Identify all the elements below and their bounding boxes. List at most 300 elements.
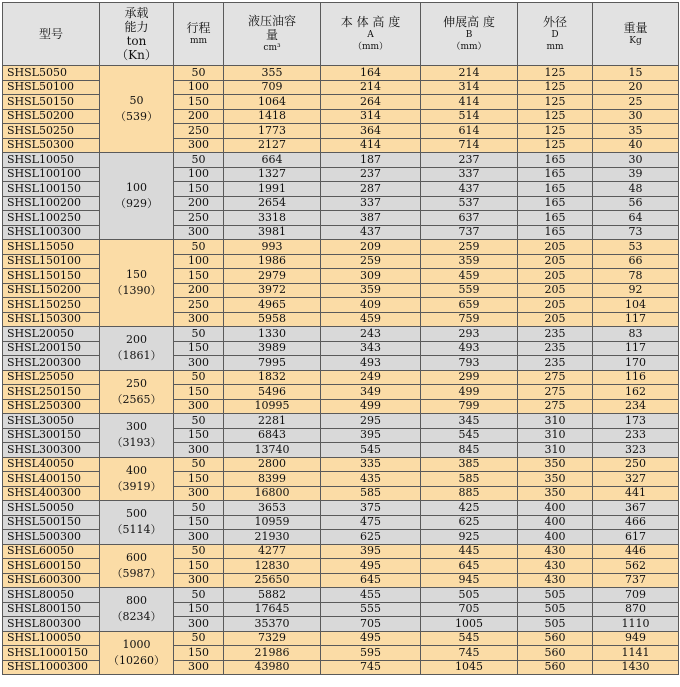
stroke-cell: 150 [174,515,224,530]
extended-height-cell: 705 [421,602,518,617]
diameter-cell: 125 [518,124,593,139]
extended-height-cell: 345 [421,414,518,429]
diameter-cell: 505 [518,602,593,617]
extended-height-cell: 385 [421,457,518,472]
extended-height-cell: 585 [421,472,518,487]
model-cell: SHSL600150 [3,559,100,574]
extended-height-cell: 414 [421,95,518,110]
body-height-cell: 264 [321,95,421,110]
diameter-cell: 205 [518,240,593,255]
body-height-cell: 214 [321,80,421,95]
body-height-cell: 595 [321,646,421,661]
weight-cell: 1430 [593,660,679,675]
weight-cell: 66 [593,254,679,269]
model-cell: SHSL600300 [3,573,100,588]
body-height-cell: 314 [321,109,421,124]
oil-capacity-cell: 1327 [224,167,321,182]
stroke-cell: 300 [174,660,224,675]
model-cell: SHSL500150 [3,515,100,530]
capacity-ton: 800 [126,594,147,608]
weight-cell: 92 [593,283,679,298]
stroke-cell: 150 [174,182,224,197]
oil-capacity-cell: 1330 [224,327,321,342]
oil-capacity-cell: 35370 [224,617,321,632]
specs-table [2,2,679,675]
extended-height-cell: 259 [421,240,518,255]
diameter-cell: 350 [518,486,593,501]
body-height-cell: 164 [321,66,421,81]
oil-capacity-cell: 1773 [224,124,321,139]
extended-height-cell: 459 [421,269,518,284]
stroke-cell: 300 [174,617,224,632]
capacity-cell [100,66,174,153]
weight-cell: 20 [593,80,679,95]
body-height-cell: 349 [321,385,421,400]
stroke-cell: 50 [174,501,224,516]
body-height-cell: 243 [321,327,421,342]
diameter-cell: 275 [518,385,593,400]
capacity-cell [100,327,174,371]
model-cell: SHSL100200 [3,196,100,211]
model-cell: SHSL150250 [3,298,100,313]
body-height-cell: 187 [321,153,421,168]
table-row [3,66,679,81]
diameter-cell: 235 [518,356,593,371]
header-extended-height: 伸展高 度 B （mm） [421,3,518,66]
oil-capacity-cell: 3981 [224,225,321,240]
stroke-cell: 150 [174,602,224,617]
stroke-cell: 150 [174,385,224,400]
oil-capacity-cell: 13740 [224,443,321,458]
body-height-cell: 585 [321,486,421,501]
oil-capacity-cell: 10959 [224,515,321,530]
extended-height-cell: 799 [421,399,518,414]
oil-capacity-cell: 1064 [224,95,321,110]
weight-cell: 117 [593,312,679,327]
oil-capacity-cell: 21930 [224,530,321,545]
weight-cell: 233 [593,428,679,443]
extended-height-cell: 437 [421,182,518,197]
extended-height-cell: 625 [421,515,518,530]
extended-height-cell: 637 [421,211,518,226]
diameter-cell: 400 [518,501,593,516]
diameter-cell: 560 [518,660,593,675]
weight-cell: 1141 [593,646,679,661]
weight-cell: 446 [593,544,679,559]
extended-height-cell: 737 [421,225,518,240]
weight-cell: 250 [593,457,679,472]
diameter-cell: 430 [518,573,593,588]
model-cell: SHSL100150 [3,182,100,197]
stroke-cell: 100 [174,80,224,95]
weight-cell: 327 [593,472,679,487]
model-cell: SHSL150100 [3,254,100,269]
stroke-cell: 300 [174,530,224,545]
diameter-cell: 125 [518,80,593,95]
oil-capacity-cell: 25650 [224,573,321,588]
stroke-cell: 50 [174,631,224,646]
weight-cell: 30 [593,109,679,124]
capacity-kn: （1861） [111,349,162,363]
capacity-ton: 150 [126,268,147,281]
stroke-cell: 150 [174,472,224,487]
stroke-cell: 200 [174,109,224,124]
body-height-cell: 745 [321,660,421,675]
model-cell: SHSL250150 [3,385,100,400]
diameter-cell: 125 [518,66,593,81]
model-cell: SHSL300300 [3,443,100,458]
extended-height-cell: 545 [421,428,518,443]
model-cell: SHSL100300 [3,225,100,240]
weight-cell: 73 [593,225,679,240]
stroke-cell: 250 [174,211,224,226]
diameter-cell: 125 [518,109,593,124]
model-cell: SHSL50300 [3,138,100,153]
body-height-cell: 705 [321,617,421,632]
stroke-cell: 300 [174,573,224,588]
stroke-cell: 50 [174,240,224,255]
capacity-kn: （3919） [111,479,162,493]
diameter-cell: 125 [518,95,593,110]
model-cell: SHSL40050 [3,457,100,472]
capacity-ton: 200 [126,333,147,347]
body-height-cell: 645 [321,573,421,588]
model-cell: SHSL150300 [3,312,100,327]
stroke-cell: 300 [174,225,224,240]
model-cell: SHSL50250 [3,124,100,139]
extended-height-cell: 425 [421,501,518,516]
capacity-kn: （929） [115,197,158,210]
body-height-cell: 309 [321,269,421,284]
weight-cell: 949 [593,631,679,646]
body-height-cell: 287 [321,182,421,197]
oil-capacity-cell: 664 [224,153,321,168]
extended-height-cell: 293 [421,327,518,342]
body-height-cell: 414 [321,138,421,153]
table-row [3,457,679,472]
oil-capacity-cell: 5958 [224,312,321,327]
body-height-cell: 495 [321,631,421,646]
weight-cell: 1110 [593,617,679,632]
stroke-cell: 150 [174,428,224,443]
weight-cell: 25 [593,95,679,110]
header-capacity: 承载 能力 ton （Kn） [100,3,174,66]
capacity-kn: （5987） [111,566,162,580]
stroke-cell: 200 [174,283,224,298]
weight-cell: 83 [593,327,679,342]
weight-cell: 39 [593,167,679,182]
oil-capacity-cell: 43980 [224,660,321,675]
diameter-cell: 165 [518,182,593,197]
stroke-cell: 150 [174,646,224,661]
extended-height-cell: 793 [421,356,518,371]
body-height-cell: 395 [321,544,421,559]
extended-height-cell: 337 [421,167,518,182]
body-height-cell: 337 [321,196,421,211]
header-row [3,3,679,66]
capacity-cell [100,370,174,414]
weight-cell: 617 [593,530,679,545]
extended-height-cell: 759 [421,312,518,327]
extended-height-cell: 359 [421,254,518,269]
diameter-cell: 205 [518,269,593,284]
diameter-cell: 235 [518,341,593,356]
extended-height-cell: 314 [421,80,518,95]
weight-cell: 64 [593,211,679,226]
weight-cell: 367 [593,501,679,516]
model-cell: SHSL1000300 [3,660,100,675]
stroke-cell: 250 [174,298,224,313]
oil-capacity-cell: 8399 [224,472,321,487]
weight-cell: 466 [593,515,679,530]
header-weight: 重量 Kg [593,3,679,66]
stroke-cell: 300 [174,399,224,414]
capacity-ton: 300 [126,420,147,434]
capacity-cell [100,457,174,501]
stroke-cell: 50 [174,66,224,81]
extended-height-cell: 714 [421,138,518,153]
diameter-cell: 165 [518,153,593,168]
body-height-cell: 295 [321,414,421,429]
oil-capacity-cell: 355 [224,66,321,81]
extended-height-cell: 659 [421,298,518,313]
stroke-cell: 300 [174,356,224,371]
body-height-cell: 545 [321,443,421,458]
stroke-cell: 100 [174,254,224,269]
extended-height-cell: 493 [421,341,518,356]
stroke-cell: 100 [174,167,224,182]
oil-capacity-cell: 7995 [224,356,321,371]
diameter-cell: 205 [518,254,593,269]
header-model: 型号 [3,3,100,66]
model-cell: SHSL15050 [3,240,100,255]
table-row [3,414,679,429]
capacity-cell [100,631,174,675]
table-row [3,327,679,342]
diameter-cell: 430 [518,544,593,559]
model-cell: SHSL50200 [3,109,100,124]
weight-cell: 870 [593,602,679,617]
oil-capacity-cell: 2127 [224,138,321,153]
capacity-kn: （10260） [108,653,165,667]
oil-capacity-cell: 5496 [224,385,321,400]
diameter-cell: 205 [518,298,593,313]
body-height-cell: 343 [321,341,421,356]
body-height-cell: 249 [321,370,421,385]
weight-cell: 709 [593,588,679,603]
capacity-cell [100,414,174,458]
extended-height-cell: 214 [421,66,518,81]
model-cell: SHSL50100 [3,80,100,95]
table-row [3,370,679,385]
body-height-cell: 555 [321,602,421,617]
model-cell: SHSL100250 [3,211,100,226]
body-height-cell: 209 [321,240,421,255]
stroke-cell: 150 [174,95,224,110]
oil-capacity-cell: 17645 [224,602,321,617]
body-height-cell: 359 [321,283,421,298]
diameter-cell: 275 [518,399,593,414]
weight-cell: 737 [593,573,679,588]
diameter-cell: 165 [518,225,593,240]
weight-cell: 104 [593,298,679,313]
stroke-cell: 300 [174,312,224,327]
oil-capacity-cell: 993 [224,240,321,255]
diameter-cell: 400 [518,515,593,530]
capacity-ton: 1000 [122,637,151,651]
weight-cell: 15 [593,66,679,81]
body-height-cell: 237 [321,167,421,182]
stroke-cell: 50 [174,414,224,429]
diameter-cell: 205 [518,283,593,298]
extended-height-cell: 237 [421,153,518,168]
model-cell: SHSL400150 [3,472,100,487]
header-diameter: 外径 D mm [518,3,593,66]
diameter-cell: 205 [518,312,593,327]
extended-height-cell: 614 [421,124,518,139]
capacity-cell [100,240,174,327]
oil-capacity-cell: 12830 [224,559,321,574]
diameter-cell: 505 [518,617,593,632]
body-height-cell: 259 [321,254,421,269]
body-height-cell: 493 [321,356,421,371]
weight-cell: 30 [593,153,679,168]
capacity-ton: 100 [126,181,147,194]
stroke-cell: 150 [174,341,224,356]
model-cell: SHSL500300 [3,530,100,545]
model-cell: SHSL1000150 [3,646,100,661]
extended-height-cell: 945 [421,573,518,588]
body-height-cell: 364 [321,124,421,139]
stroke-cell: 50 [174,588,224,603]
weight-cell: 234 [593,399,679,414]
weight-cell: 48 [593,182,679,197]
body-height-cell: 495 [321,559,421,574]
capacity-cell [100,544,174,588]
body-height-cell: 499 [321,399,421,414]
capacity-ton: 500 [126,507,147,521]
table-row [3,153,679,168]
oil-capacity-cell: 1418 [224,109,321,124]
weight-cell: 562 [593,559,679,574]
model-cell: SHSL50150 [3,95,100,110]
extended-height-cell: 559 [421,283,518,298]
capacity-cell [100,501,174,545]
capacity-cell [100,153,174,240]
stroke-cell: 50 [174,327,224,342]
model-cell: SHSL5050 [3,66,100,81]
body-height-cell: 395 [321,428,421,443]
oil-capacity-cell: 1986 [224,254,321,269]
body-height-cell: 387 [321,211,421,226]
oil-capacity-cell: 3318 [224,211,321,226]
model-cell: SHSL10050 [3,153,100,168]
body-height-cell: 625 [321,530,421,545]
diameter-cell: 125 [518,138,593,153]
header-body-height: 本 体 高 度 A （mm） [321,3,421,66]
diameter-cell: 275 [518,370,593,385]
diameter-cell: 505 [518,588,593,603]
stroke-cell: 200 [174,196,224,211]
oil-capacity-cell: 2800 [224,457,321,472]
extended-height-cell: 845 [421,443,518,458]
model-cell: SHSL800150 [3,602,100,617]
stroke-cell: 50 [174,370,224,385]
diameter-cell: 430 [518,559,593,574]
diameter-cell: 560 [518,631,593,646]
extended-height-cell: 514 [421,109,518,124]
diameter-cell: 235 [518,327,593,342]
model-cell: SHSL150200 [3,283,100,298]
table-row [3,240,679,255]
oil-capacity-cell: 3989 [224,341,321,356]
model-cell: SHSL400300 [3,486,100,501]
diameter-cell: 310 [518,414,593,429]
weight-cell: 162 [593,385,679,400]
header-stroke: 行程 mm [174,3,224,66]
model-cell: SHSL150150 [3,269,100,284]
oil-capacity-cell: 3653 [224,501,321,516]
table-row [3,631,679,646]
oil-capacity-cell: 5882 [224,588,321,603]
diameter-cell: 310 [518,443,593,458]
oil-capacity-cell: 4277 [224,544,321,559]
extended-height-cell: 545 [421,631,518,646]
stroke-cell: 300 [174,138,224,153]
capacity-ton: 50 [129,94,144,107]
weight-cell: 441 [593,486,679,501]
model-cell: SHSL60050 [3,544,100,559]
body-height-cell: 409 [321,298,421,313]
weight-cell: 35 [593,124,679,139]
diameter-cell: 350 [518,457,593,472]
oil-capacity-cell: 6843 [224,428,321,443]
model-cell: SHSL100050 [3,631,100,646]
diameter-cell: 560 [518,646,593,661]
stroke-cell: 50 [174,153,224,168]
table-row [3,544,679,559]
oil-capacity-cell: 1991 [224,182,321,197]
weight-cell: 56 [593,196,679,211]
diameter-cell: 165 [518,167,593,182]
oil-capacity-cell: 4965 [224,298,321,313]
capacity-kn: （3193） [111,436,162,450]
weight-cell: 323 [593,443,679,458]
stroke-cell: 300 [174,486,224,501]
model-cell: SHSL50050 [3,501,100,516]
oil-capacity-cell: 1832 [224,370,321,385]
oil-capacity-cell: 7329 [224,631,321,646]
capacity-cell [100,588,174,632]
extended-height-cell: 745 [421,646,518,661]
body-height-cell: 455 [321,588,421,603]
weight-cell: 173 [593,414,679,429]
body-height-cell: 475 [321,515,421,530]
oil-capacity-cell: 2654 [224,196,321,211]
oil-capacity-cell: 16800 [224,486,321,501]
diameter-cell: 310 [518,428,593,443]
capacity-ton: 600 [126,550,147,564]
capacity-kn: （5114） [111,523,162,537]
stroke-cell: 150 [174,559,224,574]
extended-height-cell: 645 [421,559,518,574]
table-row [3,588,679,603]
weight-cell: 40 [593,138,679,153]
extended-height-cell: 505 [421,588,518,603]
stroke-cell: 300 [174,443,224,458]
capacity-kn: （8234） [111,610,162,624]
model-cell: SHSL300150 [3,428,100,443]
